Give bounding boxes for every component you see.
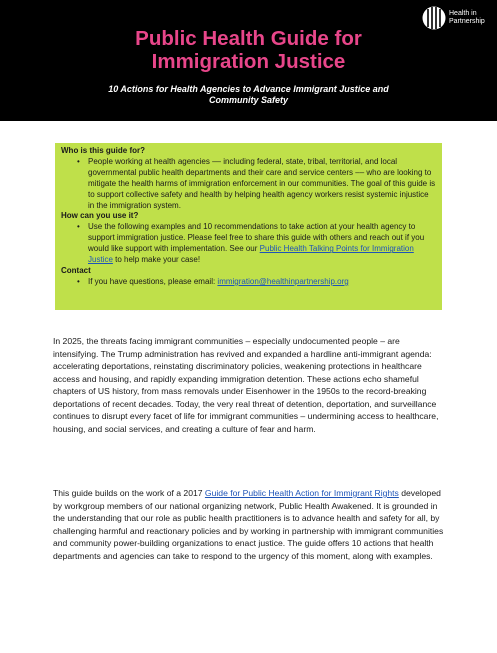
contact-item bbox=[61, 277, 436, 288]
title-line-1: Public Health Guide for bbox=[135, 27, 362, 50]
contact-heading: Contact bbox=[61, 265, 91, 275]
logo-text: Health in Partnership bbox=[449, 10, 485, 25]
page-subtitle bbox=[70, 84, 427, 106]
subtitle-line-1: 10 Actions for Health Agencies to Advance Immigrant Justice and bbox=[108, 84, 389, 94]
guide-background-paragraph bbox=[53, 487, 445, 562]
page-title bbox=[0, 27, 497, 73]
talking-points-link[interactable]: Public Health Talking Points for Immigration Justice bbox=[88, 244, 414, 265]
who-list bbox=[61, 157, 436, 212]
how-item bbox=[61, 222, 436, 266]
how-list bbox=[61, 222, 436, 266]
title-line-2: Immigration Justice bbox=[151, 50, 346, 73]
p2-text-before: This guide builds on the work of a 2017 bbox=[53, 488, 205, 498]
p2-text-after: developed by workgroup members of our national organizing network, Public Health Awakened. It is grounded in the understanding that our role as public health practitioners is to advance health and safety for all, by challenging harmful and reactionary policies and by working in partnership with immigrant communities and community power-building organizations to enact justice. The guide offers 10 actions that health departments and agencies can take to respond to the urgency of this moment, along with examples. bbox=[53, 488, 444, 561]
guide-2017-link[interactable]: Guide for Public Health Action for Immigrant Rights bbox=[204, 488, 399, 498]
intro-paragraph: In 2025, the threats facing immigrant communities – especially undocumented people – are intensifying. The Trump administration has revived and expanded a hardline anti-immigrant agenda: accelerating deportations, reinstating discriminatory policies, weakening protections in healthcare access and housing, and rapidly expanding immigration detention. These actions echo shameful chapters of US history, from mass removals under Eisenhower in the 1950s to the record-breaking deportations of recent decades. Today, the very real threat of detention, deportation, and surveillance continues to disrupt every facet of life for immigrant communities – undermining access to healthcare, housing, and social services, and creating a culture of fear and harm. bbox=[53, 336, 439, 434]
who-item: • People working at health agencies –– including federal, state, tribal, territorial, and local governmental public health departments and their care and service centers –– who are looking to mitigate the health harms of immigration enforcement in our communities. The goal of this guide is to support collective safety and health by helping health agency workers resist systemic injustice in the immigration system. bbox=[61, 157, 436, 212]
who-heading: Who is this guide for? bbox=[61, 146, 145, 155]
how-heading: How can you use it? bbox=[61, 211, 139, 221]
contact-text: If you have questions, please email: bbox=[88, 276, 218, 286]
contact-list bbox=[61, 277, 436, 288]
contact-email-link[interactable]: immigration@healthinpartnership.org bbox=[217, 276, 349, 286]
how-text-after: to help make your case! bbox=[112, 255, 201, 265]
header-banner bbox=[0, 0, 497, 121]
subtitle-line-2: Community Safety bbox=[208, 95, 288, 105]
how-text-before: Use the following examples and 10 recommendations to take action at your health agency to support immigration justice. Please feel free to share this guide with others and reach out if you would like support with implementation. See our bbox=[88, 222, 425, 254]
guide-info-box bbox=[55, 143, 442, 310]
